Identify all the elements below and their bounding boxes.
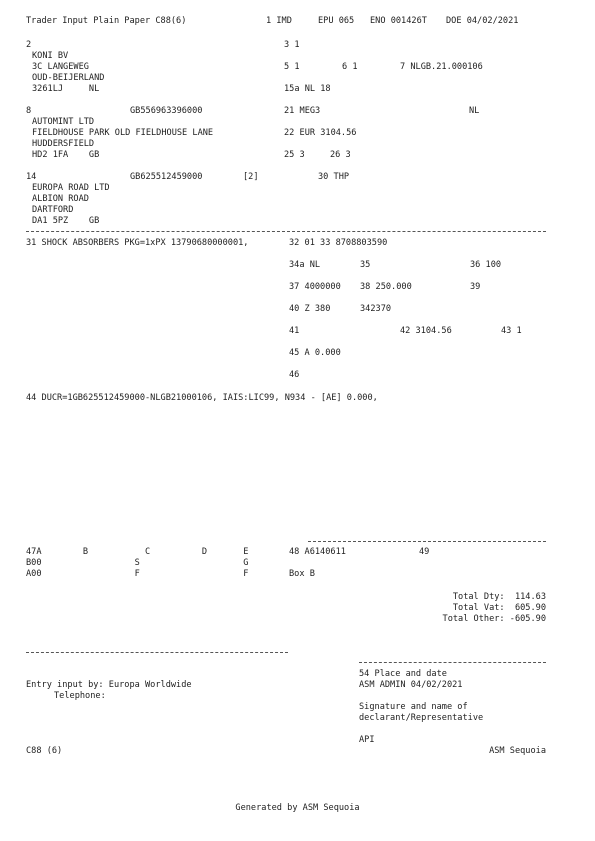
box-8-label: 8 bbox=[26, 106, 32, 116]
box-46: 46 bbox=[289, 370, 300, 380]
brand-name: ASM Sequoia bbox=[489, 746, 546, 756]
signature-label: declarant/Representative bbox=[359, 713, 484, 723]
consignee-line: AUTOMINT LTD bbox=[32, 117, 95, 127]
place-and-date: ASM ADMIN 04/02/2021 bbox=[359, 680, 463, 690]
box-22: 22 EUR 3104.56 bbox=[284, 128, 357, 138]
box-1: 1 IMD bbox=[266, 16, 292, 26]
consignee-line: FIELDHOUSE PARK OLD FIELDHOUSE LANE bbox=[32, 128, 214, 138]
box-45: 45 A 0.000 bbox=[289, 348, 341, 358]
box-47-row: B00 S G bbox=[26, 558, 249, 568]
box-42: 42 3104.56 bbox=[400, 326, 452, 336]
box-47-row: A00 F F bbox=[26, 569, 249, 579]
form-code: C88 (6) bbox=[26, 746, 63, 756]
box-34a: 34a NL bbox=[289, 260, 321, 270]
declarant-line: DARTFORD bbox=[32, 205, 74, 215]
eno-field: ENO 001426T bbox=[370, 16, 427, 26]
signature-label: Signature and name of bbox=[359, 702, 468, 712]
declarant-line: ALBION ROAD bbox=[32, 194, 89, 204]
consignor-line: 3261LJ NL bbox=[32, 84, 100, 94]
consignee-line: HUDDERSFIELD bbox=[32, 139, 95, 149]
consignor-line: OUD-BEIJERLAND bbox=[32, 73, 105, 83]
box-35: 35 bbox=[360, 260, 371, 270]
box-30: 30 THP bbox=[318, 172, 350, 182]
declarant-line: DA1 5PZ GB bbox=[32, 216, 100, 226]
box-48: 48 A6140611 bbox=[289, 547, 346, 557]
box-37: 37 4000000 bbox=[289, 282, 341, 292]
entry-input-by: Entry input by: Europa Worldwide bbox=[26, 680, 192, 690]
box-44: 44 DUCR=1GB625512459000-NLGB21000106, IAIS:LIC99, N934 - [AE] 0.000, bbox=[26, 393, 378, 403]
box-7: 7 NLGB.21.000106 bbox=[400, 62, 483, 72]
representation-status: [2] bbox=[243, 172, 259, 182]
divider bbox=[26, 231, 546, 232]
declarant-eori: GB625512459000 bbox=[130, 172, 203, 182]
total-vat: Total Vat: 605.90 bbox=[452, 603, 546, 613]
box-54-label: 54 Place and date bbox=[359, 669, 447, 679]
consignor-line: 3C LANGEWEG bbox=[32, 62, 89, 72]
box-14-label: 14 bbox=[26, 172, 37, 182]
total-other: Total Other: -605.90 bbox=[442, 614, 546, 624]
divider bbox=[308, 541, 546, 542]
epu-field: EPU 065 bbox=[318, 16, 355, 26]
box-21-country: NL bbox=[469, 106, 480, 116]
box-32-33: 32 01 33 8708803590 bbox=[289, 238, 388, 248]
box-43: 43 1 bbox=[501, 326, 522, 336]
box-39: 39 bbox=[470, 282, 481, 292]
box-41: 41 bbox=[289, 326, 300, 336]
box-49: 49 bbox=[419, 547, 430, 557]
box-21: 21 MEG3 bbox=[284, 106, 321, 116]
box-b: Box B bbox=[289, 569, 315, 579]
box-47-header: 47A B C D E bbox=[26, 547, 249, 557]
box-40-reference: 342370 bbox=[360, 304, 392, 314]
divider bbox=[359, 662, 546, 663]
total-duty: Total Dty: 114.63 bbox=[452, 592, 546, 602]
box-15a: 15a NL 18 bbox=[284, 84, 331, 94]
box-40: 40 Z 380 bbox=[289, 304, 331, 314]
consignee-line: HD2 1FA GB bbox=[32, 150, 100, 160]
box-5: 5 1 bbox=[284, 62, 300, 72]
consignor-line: KONI BV bbox=[32, 51, 69, 61]
telephone-label: Telephone: bbox=[54, 691, 106, 701]
box-38: 38 250.000 bbox=[360, 282, 412, 292]
box-3: 3 1 bbox=[284, 40, 300, 50]
form-title: Trader Input Plain Paper C88(6) bbox=[26, 16, 187, 26]
generated-by: Generated by ASM Sequoia bbox=[235, 803, 360, 813]
box-6: 6 1 bbox=[342, 62, 358, 72]
box-36: 36 100 bbox=[470, 260, 502, 270]
box-2-label: 2 bbox=[26, 40, 32, 50]
box-26: 26 3 bbox=[330, 150, 351, 160]
divider bbox=[26, 652, 288, 653]
declarant-line: EUROPA ROAD LTD bbox=[32, 183, 110, 193]
box-31: 31 SHOCK ABSORBERS PKG=1xPX 13790680000001, bbox=[26, 238, 249, 248]
doe-field: DOE 04/02/2021 bbox=[446, 16, 519, 26]
box-25: 25 3 bbox=[284, 150, 305, 160]
signature-value: API bbox=[359, 735, 375, 745]
consignee-eori: GB556963396000 bbox=[130, 106, 203, 116]
